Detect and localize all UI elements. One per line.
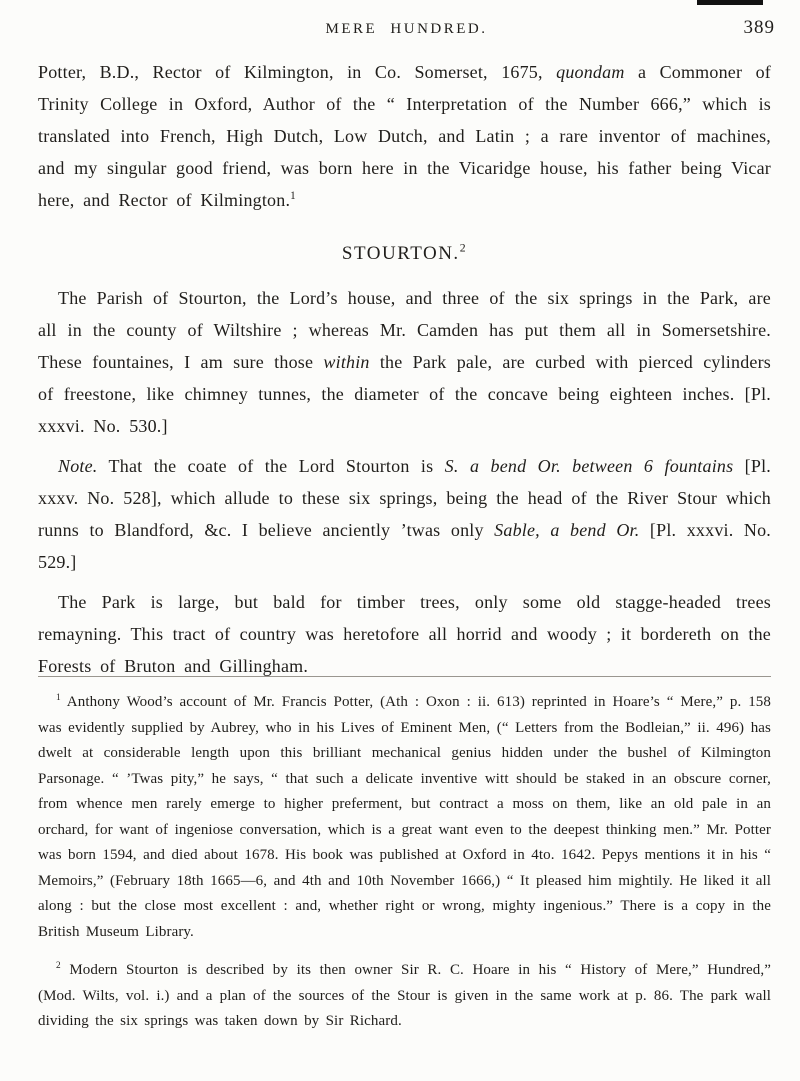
text-block [38,56,771,682]
paragraph-park [38,586,771,682]
text-segment: [Pl. xxxv. No. 528], which allude to these six springs, being the head of the River Stour which runns to Blandford, &c. I believe anciently ’twas only [38,456,771,540]
text-segment-italic: S. a bend Or. between 6 fountains [444,456,734,476]
page-number: 389 [743,17,775,38]
footnote-1 [38,690,771,945]
footnote-text: Anthony Wood’s account of Mr. Francis Potter, (Ath : Oxon : ii. 613) reprinted in Hoare’s “ Mere,” p. 158 was evidently supplied by Aubrey, who in his Lives of Eminent Men, (“ Letters from the Bodleian,” ii. 496) has dwelt at considerable length upon this brilliant mechanical genius hidden under the bushel of Kilmington Parsonage. “ ’Twas pity,” he says, “ that such a delicate inventive witt should be staked in an obscure corner, from whence men rarely emerge to higher preferment, but contract a moss on them, like an old pale in an orchard, for want of ingeniose conversation, which is a great want even to the deepest thinking men.” Mr. Potter was born 1594, and died about 1678. His book was published at Oxford in 4to. 1642. Pepys mentions it in his “ Memoirs,” (February 18th 1665—6, and 4th and 10th November 1666,) “ It pleased him mightily. He liked it all along : but the close most excellent : and, whether right or wrong, mighty ingenious.” There is a copy in the British Museum Library. [38,694,771,940]
text-segment: Potter, B.D., Rector of Kilmington, in Co. Somerset, 1675, [38,62,557,82]
footnote-2 [38,958,771,1035]
text-segment-italic: within [323,352,370,372]
text-segment-italic: Note. [58,456,98,476]
text-segment: [Pl. xxxvi. No. 529.] [38,520,772,572]
footnote-marker-2: 2 [56,961,61,971]
footnote-ref-1: 1 [290,190,296,202]
footnote-marker-1: 1 [56,693,61,703]
text-segment-italic: Sable, a bend Or. [494,520,640,540]
scan-artifact-bar [697,0,763,5]
footnotes-section [38,676,771,1035]
page-header [38,17,775,38]
text-segment: a Commoner of Trinity College in Oxford, Author of the “ Interpretation of the Number 666,” which is translated into French, High Dutch, Low Dutch, and Latin ; a rare inventor of machines, and my singular good friend, was born here in the Vicaridge house, his father being Vicar here, and Rector of Kilmington. [38,62,771,210]
text-segment: The Parish of Stourton, the Lord’s house, and three of the six springs in the Park, are all in the county of Wiltshire ; whereas Mr. Camden has put them all in Somersetshire. These fountaines, I am sure those [38,288,771,372]
footnote-ref-2: 2 [459,241,468,255]
paragraph-potter [38,56,771,216]
paragraph-note [38,450,771,578]
text-segment-italic: quondam [556,62,625,82]
text-segment: The Park is large, but bald for timber trees, only some old stagge-headed trees remayning. This tract of country was heretofore all horrid and woody ; it bordereth on the Forests of Bruton and Gillingham. [38,592,771,676]
section-heading-stourton [38,243,771,265]
running-header: MERE HUNDRED. [325,21,488,37]
heading-text: STOURTON. [341,243,460,264]
text-segment: the Park pale, are curbed with pierced cylinders of freestone, like chimney tunnes, the diameter of the concave being eighteen inches. [Pl. xxxvi. No. 530.] [38,352,772,436]
paragraph-parish [38,282,771,442]
text-segment: That the coate of the Lord Stourton is [97,456,445,476]
footnote-text: Modern Stourton is described by its then owner Sir R. C. Hoare in his “ History of Mere,” Hundred,” (Mod. Wilts, vol. i.) and a plan of the sources of the Stour is given in the same work at p. 86. The park wall dividing the six springs was taken down by Sir Richard. [38,962,771,1029]
